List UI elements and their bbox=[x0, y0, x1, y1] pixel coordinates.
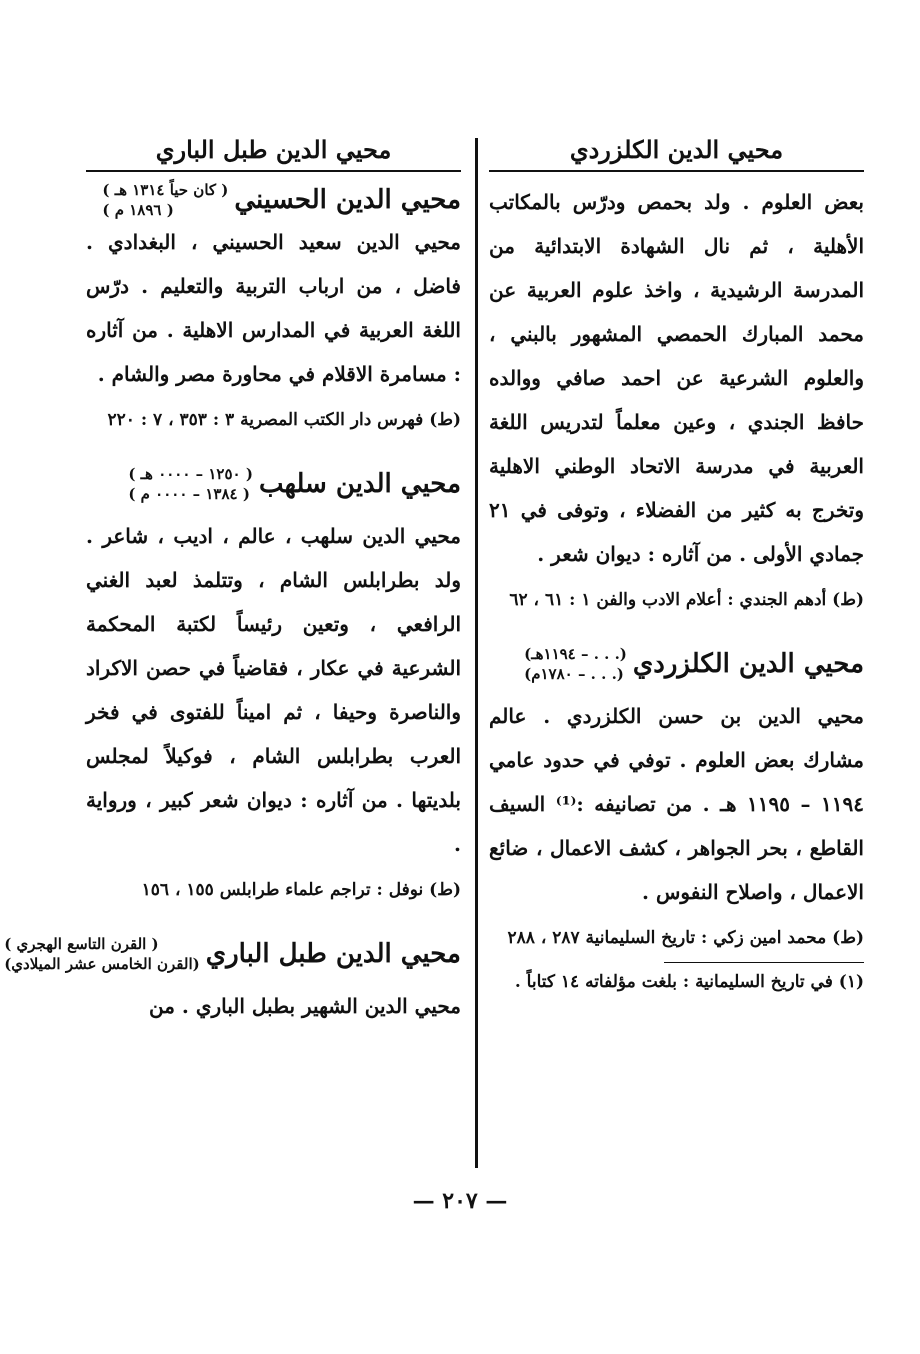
column-divider bbox=[475, 138, 478, 1168]
entry-name: محيي الدين سلهب bbox=[258, 469, 461, 499]
running-head-left: محيي الدين طبل الباري bbox=[86, 130, 461, 172]
date-gregorian: (. . . – ١٧٨٠م) bbox=[524, 665, 624, 683]
date-gregorian: ( ١٣٨٤ – ٠٠٠٠ م ) bbox=[128, 485, 250, 503]
entry-dates bbox=[102, 180, 228, 220]
date-hijri: ( كان حياً ١٣١٤ هـ ) bbox=[102, 181, 229, 199]
date-hijri: ( ١٢٥٠ – ٠٠٠٠ هـ ) bbox=[128, 465, 253, 483]
date-hijri: ( القرن التاسع الهجري ) bbox=[4, 935, 159, 953]
entry-heading-tabl-al-bari bbox=[4, 934, 461, 974]
entry-dates bbox=[524, 644, 627, 684]
continuation-reference: (ط) أدهم الجندي : أعلام الادب والفن ١ : ٦١ ، ٦٢ bbox=[509, 590, 864, 610]
entry-name: محيي الدين الكلزردي bbox=[632, 649, 864, 679]
entry-reference: (ط) فهرس دار الكتب المصرية ٣ : ٣٥٣ ، ٧ : ٢٢٠ bbox=[107, 410, 461, 430]
entry-heading-kalzardi bbox=[489, 644, 864, 684]
entry-heading-husayni bbox=[86, 180, 461, 220]
entry-dates bbox=[128, 464, 253, 504]
date-gregorian: (القرن الخامس عشر الميلادي) bbox=[4, 955, 200, 973]
entry-reference: (ط) نوفل : تراجم علماء طرابلس ١٥٥ ، ١٥٦ bbox=[141, 880, 461, 900]
left-column bbox=[4, 130, 461, 1028]
entry-body: محيي الدين سلهب ، عالم ، اديب ، شاعر . ولد بطرابلس الشام ، وتتلمذ لعبد الغني الرافعي ، وتعين رئيساً لكتبة المحكمة الشرعية في عكار ، فقاضياً في حصن الاكراد والناصرة وحيفا ، ثم اميناً للفتوى في فخر العرب بطرابلس الشام ، فوكيلاً لمجلس بلديتها . من آثاره : ديوان شعر كبير ، ورواية . bbox=[86, 524, 461, 856]
date-gregorian: ( ١٨٩٦ م ) bbox=[102, 201, 174, 219]
entry-reference: (ط) محمد امين زكي : تاريخ السليمانية ٢٨٧ ، ٢٨٨ bbox=[507, 928, 864, 948]
entry-name: محيي الدين الحسيني bbox=[234, 185, 461, 215]
right-column bbox=[489, 130, 864, 997]
entry-body: محيي الدين بن حسن الكلزردي . عالم مشارك بعض العلوم . توفي في حدود عامي ١١٩٤ – ١١٩٥ هـ . من تصانيفه :⁽¹⁾ السيف القاطع ، بحر الجواهر ، كشف الاعمال ، ضائع الاعمال ، واصلاح النفوس . bbox=[489, 704, 864, 904]
date-hijri: (. . . – ١١٩٤هـ) bbox=[524, 645, 627, 663]
entry-heading-salhab bbox=[86, 464, 461, 504]
footnote-rule bbox=[664, 962, 864, 963]
footnote: (١) في تاريخ السليمانية : بلغت مؤلفاته ١٤ كتاباً . bbox=[514, 972, 864, 992]
entry-body: محيي الدين الشهير بطبل الباري . من bbox=[149, 994, 461, 1018]
entry-name: محيي الدين طبل الباري bbox=[205, 939, 461, 969]
entry-dates bbox=[4, 934, 200, 974]
entry-body: محيي الدين سعيد الحسيني ، البغدادي . فاضل ، من ارباب التربية والتعليم . درّس اللغة العربية في المدارس الاهلية . من آثاره : مسامرة الاقلام في محاورة مصر والشام . bbox=[86, 230, 461, 386]
running-head-right: محيي الدين الكلزردي bbox=[489, 130, 864, 172]
continuation-text: بعض العلوم . ولد بحمص ودرّس بالمكاتب الأهلية ، ثم نال الشهادة الابتدائية من المدرسة الرشيدية ، واخذ علوم العربية عن محمد المبارك الحمصي المشهور بالبني ، والعلوم الشرعية عن احمد صافي ووالده حافظ الجندي ، وعين معلماً لتدريس اللغة العربية في مدرسة الاتحاد الوطني الاهلية وتخرج به كثير من الفضلاء ، وتوفى في ٢١ جمادي الأولى . من آثاره : ديوان شعر . bbox=[489, 190, 864, 566]
page-number: — ٢٠٧ — bbox=[412, 1188, 508, 1214]
